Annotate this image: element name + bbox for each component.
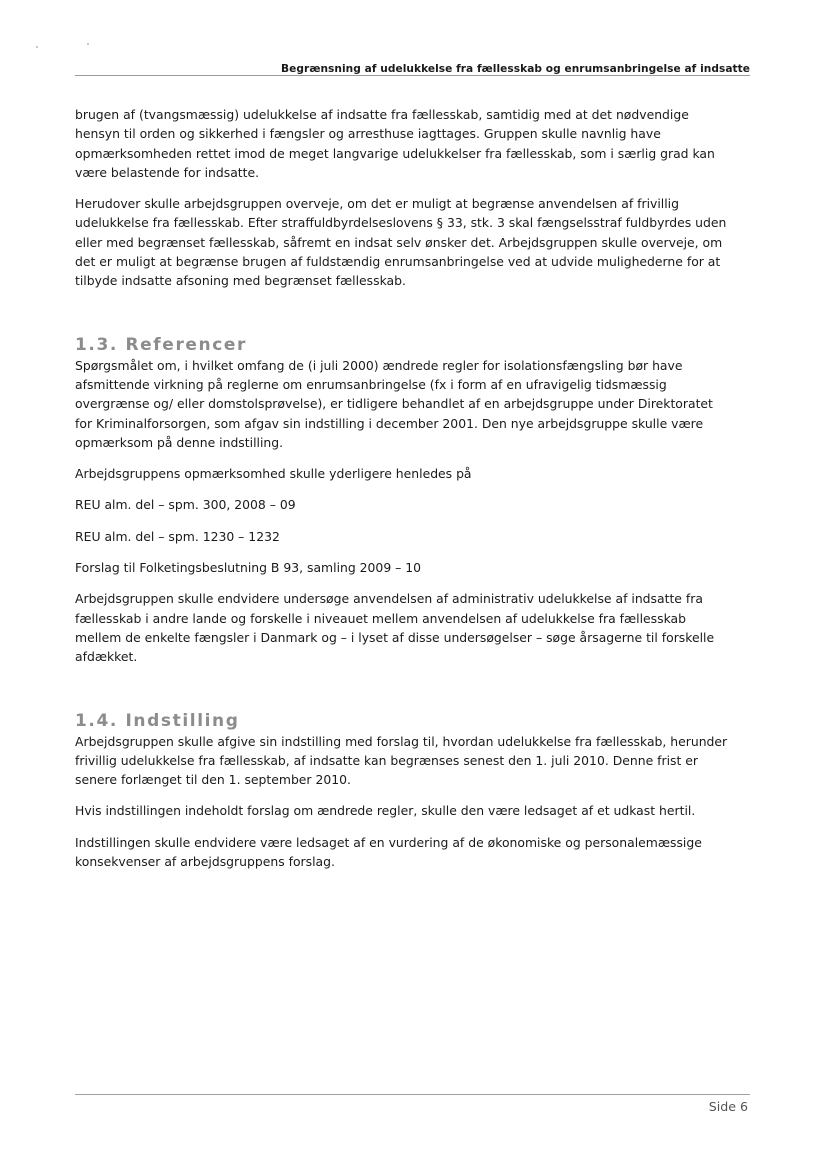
text-line: Indstillingen skulle endvidere være ledsaget af en vurdering af de økonomiske og personalemæssige — [75, 834, 702, 850]
intro-paragraph-1 — [75, 105, 751, 182]
reference-item-2: REU alm. del – spm. 1230 – 1232 — [75, 528, 280, 544]
text-line: tilbyde indsatte afsoning med begrænset fællesskab. — [75, 273, 406, 289]
text-line: Herudover skulle arbejdsgruppen overveje, om det er muligt at begrænse anvendelsen af frivillig — [75, 196, 679, 212]
text-line: mellem de enkelte fængsler i Danmark og – i lyset af disse undersøgelser – søge årsagerne til forskelle — [75, 629, 715, 645]
text-line: afsmittende virkning på reglerne om enrumsanbringelse (fx i form af en ufravigelig tidsmæssig — [75, 376, 667, 392]
text-line: afdækket. — [75, 649, 138, 665]
reference-item-3: Forslag til Folketingsbeslutning B 93, samling 2009 – 10 — [75, 560, 422, 576]
text-line: udelukkelse fra fællesskab. Efter straffuldbyrdelseslovens § 33, stk. 3 skal fængselsstraf fuldbyrdes uden — [75, 215, 727, 231]
body-content — [75, 105, 751, 883]
text-line: opmærksom på denne indstilling. — [75, 434, 284, 450]
text-line: eller med begrænset fællesskab, såfremt en indsat selv ønsker det. Arbejdsgruppen skulle overveje, om — [75, 234, 723, 250]
indstilling-paragraph-2: Hvis indstillingen indeholdt forslag om ændrede regler, skulle den være ledsaget af et udkast hertil. — [75, 803, 696, 819]
text-line: frivillig udelukkelse fra fællesskab, af indsatte kan begrænses senest den 1. juli 2010. Denne frist er — [75, 752, 699, 768]
text-line: Arbejdsgruppen skulle afgive sin indstilling med forslag til, hvordan udelukkelse fra fællesskab, herunder — [75, 733, 728, 749]
text-line: konsekvenser af arbejdsgruppens forslag. — [75, 854, 335, 870]
footer-rule — [75, 1094, 750, 1096]
section-heading-indstilling: 1.4. Indstilling — [75, 710, 240, 731]
running-header-title: Begrænsning af udelukkelse fra fællesskab og enrumsanbringelse af indsatte — [281, 63, 750, 75]
intro-paragraph-2 — [75, 194, 751, 290]
running-header — [75, 57, 750, 76]
page-number: Side 6 — [708, 1099, 748, 1114]
referencer-paragraph-1 — [75, 356, 751, 452]
text-line: Arbejdsgruppen skulle endvidere undersøge anvendelsen af administrativ udelukkelse af indsatte fra — [75, 591, 703, 607]
text-line: Spørgsmålet om, i hvilket omfang de (i juli 2000) ændrede regler for isolationsfængsling bør have — [75, 357, 683, 373]
scan-specks — [36, 43, 96, 49]
text-line: for Kriminalforsorgen, som afgav sin indstilling i december 2001. Den nye arbejdsgruppe skulle være — [75, 415, 704, 431]
text-line: være belastende for indsatte. — [75, 164, 260, 180]
indstilling-paragraph-3 — [75, 833, 751, 872]
text-line: brugen af (tvangsmæssig) udelukkelse af indsatte fra fællesskab, samtidig med at det nødvendige — [75, 107, 689, 122]
reference-item-1: REU alm. del – spm. 300, 2008 – 09 — [75, 497, 296, 513]
indstilling-paragraph-1 — [75, 732, 751, 790]
text-line: det er muligt at begrænse brugen af fuldstændig enrumsanbringelse ved at udvide mulighederne for at — [75, 254, 721, 270]
text-line: opmærksomheden rettet imod de meget langvarige udelukkelser fra fællesskab, som i særlig grad kan — [75, 145, 715, 161]
text-line: fællesskab i andre lande og forskelle i niveauet mellem anvendelsen af udelukkelse fra fællesskab — [75, 610, 687, 626]
text-line: overgrænse og/ eller domstolsprøvelse), er tidligere behandlet af en arbejdsgruppe under Direktoratet — [75, 396, 713, 412]
text-line: senere forlænget til den 1. september 2010. — [75, 772, 351, 788]
section-heading-referencer: 1.3. Referencer — [75, 334, 248, 355]
text-line: hensyn til orden og sikkerhed i fængsler og arresthuse iagttages. Gruppen skulle navnlig have — [75, 126, 661, 142]
referencer-paragraph-3 — [75, 589, 751, 666]
referencer-paragraph-2: Arbejdsgruppens opmærksomhed skulle yderligere henledes på — [75, 466, 472, 482]
